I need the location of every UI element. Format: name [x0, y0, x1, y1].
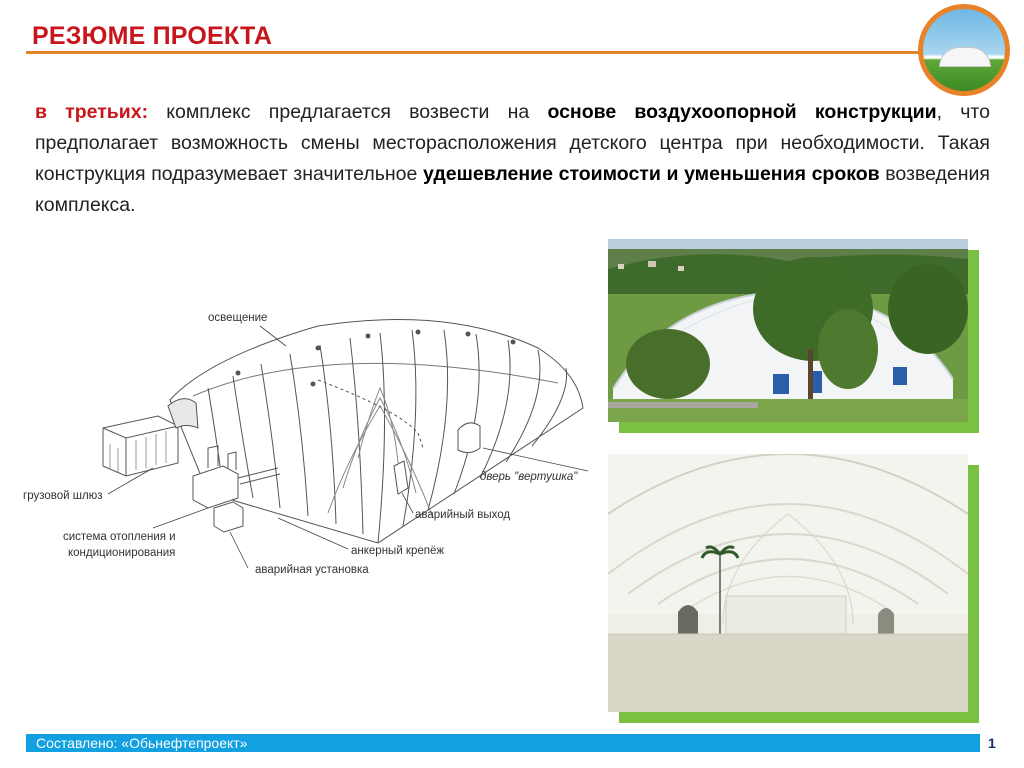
paragraph-segment-1: комплекс предлагается возвести на [148, 101, 548, 123]
label-lighting: освещение [208, 312, 268, 324]
dome-diagram [18, 298, 608, 583]
logo-image [923, 9, 1005, 91]
logo [918, 4, 1010, 96]
dome-interior-photo [608, 454, 968, 712]
paragraph-lead: в третьих: [35, 101, 149, 123]
label-heating-2: кондиционирования [68, 547, 176, 559]
label-revolving-door: дверь "вертушка" [480, 471, 578, 483]
label-emergency-exit: аварийный выход [415, 509, 511, 521]
page-title: РЕЗЮМЕ ПРОЕКТА [32, 22, 273, 50]
label-anchor: анкерный крепёж [351, 545, 445, 557]
logo-dome-icon [939, 47, 991, 67]
paragraph-segment-2: , что предполагает возможность смены месторасположения детского центра при необходимости. Такая конструкция подразумевает значительное [35, 101, 990, 185]
label-emergency-unit: аварийная установка [255, 564, 369, 576]
dome-exterior-photo [608, 239, 968, 422]
paragraph-segment-3: возведения комплекса. [35, 163, 990, 216]
title-divider [26, 51, 922, 54]
paragraph-bold-2: удешевление стоимости и уменьшения сроков [422, 163, 880, 185]
page-number: 1 [988, 735, 996, 751]
footer-credit: Составлено: «Обьнефтепроект» [36, 735, 248, 751]
label-cargo-lock: грузовой шлюз [23, 490, 103, 502]
paragraph-bold-1: основе воздухоопорной конструкции [547, 101, 937, 123]
label-heating-1: система отопления и [63, 531, 176, 543]
summary-paragraph [35, 97, 990, 221]
